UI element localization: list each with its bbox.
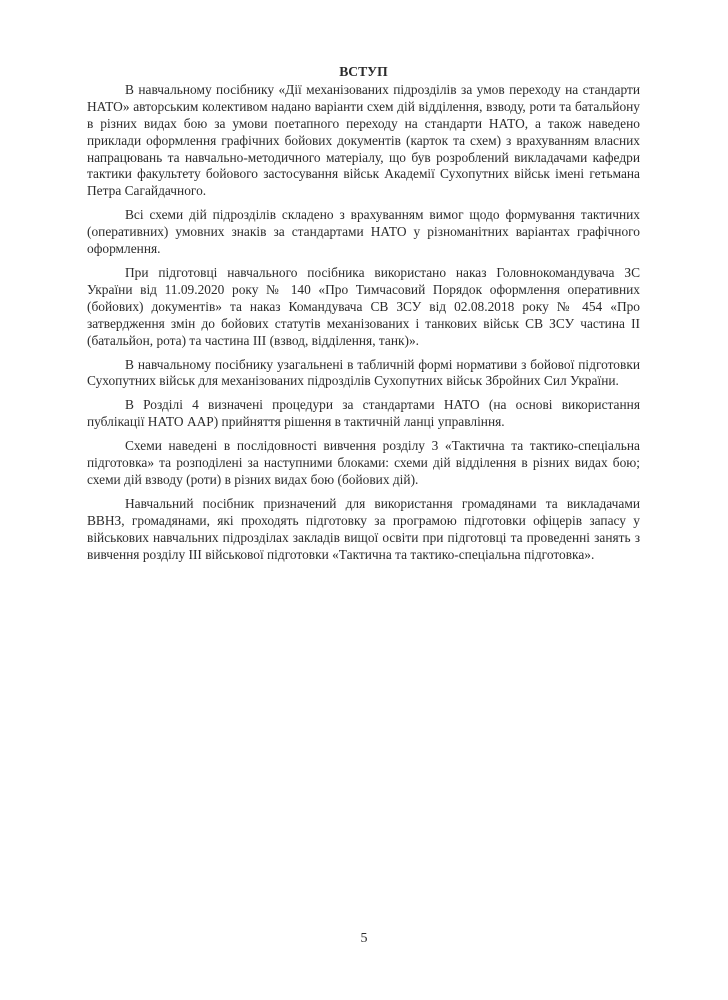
paragraph-purpose: Навчальний посібник призначений для використання громадянами та викладачами ВВНЗ, громадянами, які проходять підготовку за програмою підготовки офіцерів запасу у військових навчальних підрозділах закладів вищої освіти при підготовці та проведенні занять з вивчення розділу ІІІ військової підготовки «Тактична та тактико-спеціальна підготовка».	[87, 495, 640, 562]
paragraph-intro: В навчальному посібнику «Дії механізованих підрозділів за умов переходу на стандарти НАТО» авторським колективом надано варіанти схем дій відділення, взводу, роти та батальйону в різних видах бою за умови поетапного переходу на стандарти НАТО, а також наведено приклади оформлення графічних бойових документів (карток та схем) з врахуванням власних напрацювань та навчально-методичного матеріалу, що був розроблений викладачами кафедри тактики факультету бойового застосування військ Академії Сухопутних військ імені гетьмана Петра Сагайдачного.	[87, 81, 640, 199]
paragraph-standards: В навчальному посібнику узагальнені в табличній формі нормативи з бойової підготовки Сухопутних військ для механізованих підрозділів Сухопутних військ Збройних Сил України.	[87, 356, 640, 389]
page-content	[87, 64, 640, 570]
paragraph-orders: При підготовці навчального посібника використано наказ Головнокомандувача ЗС України від 11.09.2020 року № 140 «Про Тимчасовий Порядок оформлення оперативних (бойових) документів» та наказ Командувача СВ ЗСУ від 02.08.2018 року № 454 «Про затвердження змін до бойових статутів механізованих і танкових військ СВ ЗСУ частина ІІ (батальйон, рота) та частина ІІІ (взвод, відділення, танк)».	[87, 264, 640, 348]
paragraph-section-3: Схеми наведені в послідовності вивчення розділу 3 «Тактична та тактико-спеціальна підготовка» та розподілені за наступними блоками: схеми дій відділення в різних видах бою; схеми дій взводу (роти) в різних видах бою (бойових дій).	[87, 438, 640, 487]
section-heading: ВСТУП	[339, 64, 388, 79]
paragraph-section-4: В Розділі 4 визначені процедури за стандартами НАТО (на основі використання публікації НАТО ААР) прийняття рішення в тактичній ланці управління.	[87, 397, 640, 430]
page-number: 5	[360, 931, 368, 946]
paragraph-schemes: Всі схеми дій підрозділів складено з врахуванням вимог щодо формування тактичних (оперативних) умовних знаків за стандартами НАТО у різноманітних варіантах графічного оформлення.	[87, 207, 640, 257]
